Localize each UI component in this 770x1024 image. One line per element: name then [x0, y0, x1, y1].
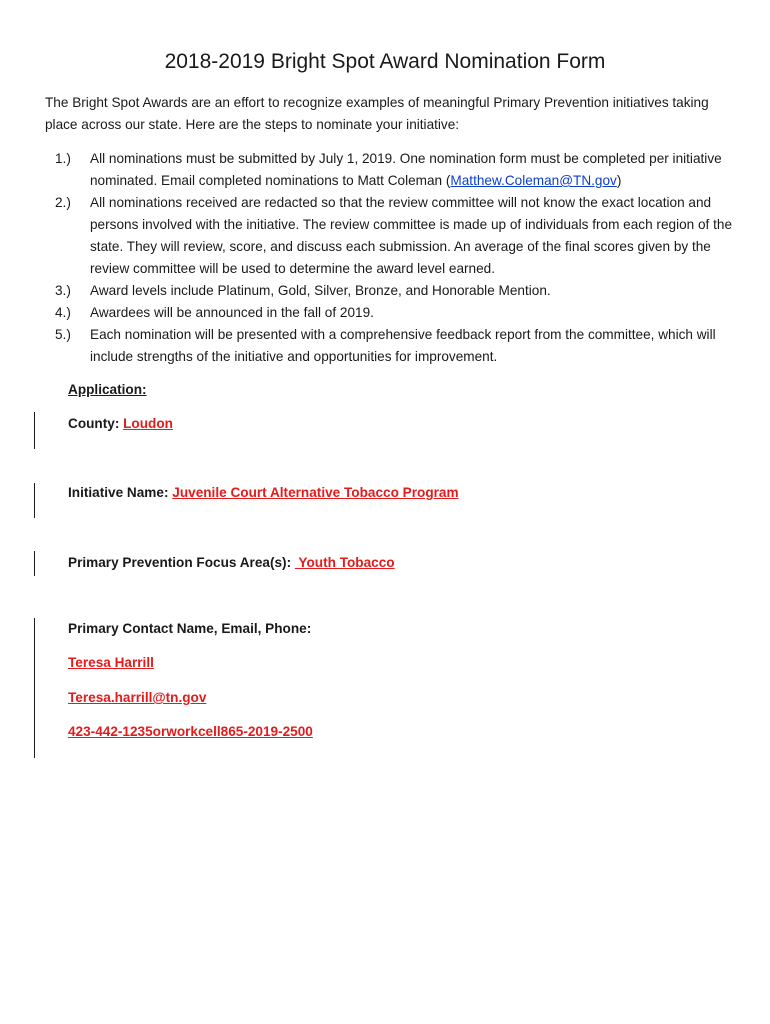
county-label: County:	[68, 416, 120, 431]
page-title: 2018-2019 Bright Spot Award Nomination Form	[164, 50, 606, 73]
change-bar	[34, 412, 35, 449]
step-number: 4.)	[55, 305, 71, 320]
application-heading: Application:	[68, 382, 147, 397]
contact-field	[68, 619, 311, 639]
county-field	[68, 414, 173, 434]
change-bar	[34, 551, 35, 576]
list-item	[45, 324, 735, 368]
step-text-end: )	[616, 173, 622, 188]
step-text: Award levels include Platinum, Gold, Silver, Bronze, and Honorable Mention.	[90, 283, 551, 298]
focus-area-label: Primary Prevention Focus Area(s):	[68, 555, 292, 570]
contact-email-value[interactable]: Teresa.harrill@tn.gov	[68, 690, 207, 705]
steps-list	[45, 148, 735, 368]
intro-paragraph: The Bright Spot Awards are an effort to recognize examples of meaningful Primary Prevention initiatives taking place across our state. Here are the steps to nominate your initiative:	[45, 95, 709, 132]
change-bar	[34, 483, 35, 518]
step-text: Awardees will be announced in the fall of 2019.	[90, 305, 374, 320]
contact-name-value[interactable]: Teresa Harrill	[68, 655, 154, 670]
email-link[interactable]: Matthew.Coleman@TN.gov	[450, 173, 617, 188]
step-text: Each nomination will be presented with a comprehensive feedback report from the committee, which will include strengths of the initiative and opportunities for improvement.	[90, 327, 716, 364]
initiative-name-label: Initiative Name:	[68, 485, 169, 500]
step-number: 3.)	[55, 283, 71, 298]
initiative-name-field	[68, 483, 459, 503]
list-item	[45, 192, 735, 280]
step-number: 2.)	[55, 195, 71, 210]
contact-phone-value[interactable]: 423-442-1235orworkcell865-2019-2500	[68, 724, 313, 739]
step-text: All nominations received are redacted so that the review committee will not know the exact location and persons involved with the initiative. The review committee is made up of individuals from each region of the state. They will review, score, and discuss each submission. An average of the final scores given by the review committee will be used to determine the award level earned.	[90, 195, 732, 276]
list-item	[45, 302, 735, 324]
list-item	[45, 280, 735, 302]
step-number: 1.)	[55, 151, 71, 166]
focus-area-field	[68, 553, 395, 573]
county-value[interactable]: Loudon	[123, 416, 173, 431]
step-number: 5.)	[55, 327, 71, 342]
list-item	[45, 148, 735, 192]
step-text: All nominations must be submitted by July 1, 2019. One nomination form must be completed per initiative nominated. Email completed nominations to Matt Coleman (	[90, 151, 722, 188]
contact-label: Primary Contact Name, Email, Phone:	[68, 621, 312, 636]
initiative-name-value[interactable]: Juvenile Court Alternative Tobacco Program	[172, 485, 459, 500]
change-bar	[34, 618, 35, 758]
focus-area-value[interactable]: Youth Tobacco	[294, 555, 395, 570]
